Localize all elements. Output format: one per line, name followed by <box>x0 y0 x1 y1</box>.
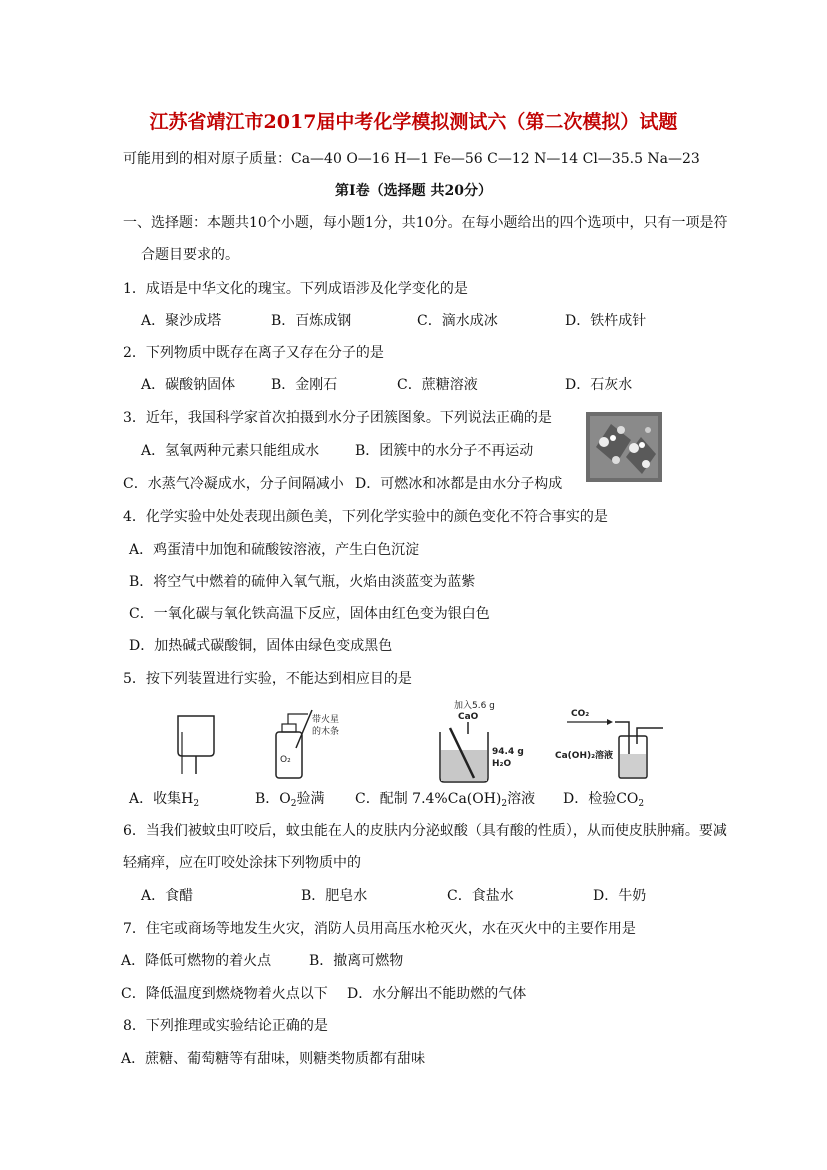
q5-option-d: D．检验$CO_2$ <box>563 791 645 809</box>
fig-b-label1: 带火星 <box>312 715 340 725</box>
q4-option-b: B．将空气中燃着的硫伸入氧气瓶，火焰由淡蓝变为蓝紫 <box>129 574 476 590</box>
q4-option-d: D．加热碱式碳酸铜，固体由绿色变成黑色 <box>129 638 393 654</box>
section-heading: 第Ⅰ卷（选择题 共20分） <box>335 183 492 199</box>
q2-option-b: B．金刚石 <box>271 377 338 393</box>
q6-option-d: D．牛奶 <box>593 888 647 904</box>
fig-c-add-label: 加入5.6 g <box>454 701 495 711</box>
q2-option-c: C．蔗糖溶液 <box>397 377 478 393</box>
fig-d-co2-label: CO₂ <box>571 709 590 719</box>
apparatus-a-figure <box>170 712 222 778</box>
q6-option-c: C．食盐水 <box>447 888 514 904</box>
water-cluster-image <box>586 412 662 482</box>
q3-option-b: B．团簇中的水分子不再运动 <box>355 443 534 459</box>
q6-option-b: B．肥皂水 <box>301 888 368 904</box>
q7-stem: 7．住宅或商场等地发生火灾，消防人员用高压水枪灭火，水在灭火中的主要作用是 <box>123 921 636 937</box>
apparatus-c-figure <box>430 698 530 786</box>
q3-option-c: C．水蒸气冷凝成水，分子间隔减小 <box>123 476 344 492</box>
apparatus-d-figure <box>555 704 675 784</box>
q5-option-b: B．$O_2$验满 <box>255 791 325 809</box>
q7-option-c: C．降低温度到燃烧物着火点以下 <box>121 986 328 1002</box>
instructions-line1: 一、选择题：本题共10个小题，每小题1分，共10分。在每小题给出的四个选项中，只有一项是符 <box>123 215 728 231</box>
fig-b-o2-label: O₂ <box>280 755 291 765</box>
q3-option-d: D．可燃冰和冰都是由水分子构成 <box>355 476 563 492</box>
q3-option-a: A．氢氧两种元素只能组成水 <box>141 443 320 459</box>
q1-option-a: A．聚沙成塔 <box>141 313 222 329</box>
q7-option-a: A．降低可燃物的着火点 <box>121 953 272 969</box>
fig-c-h2o-label: H₂O <box>492 759 512 769</box>
q1-stem: 1．成语是中华文化的瑰宝。下列成语涉及化学变化的是 <box>123 281 468 297</box>
q8-stem: 8．下列推理或实验结论正确的是 <box>123 1018 328 1034</box>
q6-option-a: A．食醋 <box>141 888 194 904</box>
fig-c-cao-label: CaO <box>458 712 479 722</box>
q7-option-b: B．撤离可燃物 <box>309 953 404 969</box>
q5-option-c: C．配制 $7.4\%Ca(OH)_2$溶液 <box>355 791 536 809</box>
atomic-mass-line: 可能用到的相对原子质量：Ca—40 O—16 H—1 Fe—56 C—12 N—14 Cl—35.5 Na—23 <box>123 151 700 167</box>
fig-d-solution-label: Ca(OH)₂溶液 <box>555 751 614 761</box>
instructions-line2: 合题目要求的。 <box>141 247 239 263</box>
page-title: 江苏省靖江市2017届中考化学模拟测试六（第二次模拟）试题 <box>149 111 678 133</box>
q1-option-d: D．铁杵成针 <box>565 313 647 329</box>
q3-stem: 3．近年，我国科学家首次拍摄到水分子团簇图象。下列说法正确的是 <box>123 410 552 426</box>
q1-option-b: B．百炼成钢 <box>271 313 352 329</box>
q2-option-a: A．碳酸钠固体 <box>141 377 236 393</box>
q7-option-d: D．水分解出不能助燃的气体 <box>347 986 527 1002</box>
apparatus-b-figure <box>268 708 352 784</box>
q6-stem-line2: 轻痛痒，应在叮咬处涂抹下列物质中的 <box>123 855 361 871</box>
q4-option-a: A．鸡蛋清中加饱和硫酸铵溶液，产生白色沉淀 <box>129 542 420 558</box>
q6-stem-line1: 6．当我们被蚊虫叮咬后，蚊虫能在人的皮肤内分泌蚁酸（具有酸的性质），从而使皮肤肿痛。要减 <box>123 823 727 839</box>
q5-option-a: A．收集$H_2$ <box>129 791 200 809</box>
fig-c-weight-label: 94.4 g <box>492 747 524 757</box>
q2-stem: 2．下列物质中既存在离子又存在分子的是 <box>123 345 384 361</box>
q2-option-d: D．石灰水 <box>565 377 633 393</box>
fig-b-label2: 的木条 <box>312 727 340 737</box>
q8-option-a: A．蔗糖、葡萄糖等有甜味，则糖类物质都有甜味 <box>121 1051 426 1067</box>
q1-option-c: C．滴水成冰 <box>417 313 498 329</box>
q4-option-c: C．一氧化碳与氧化铁高温下反应，固体由红色变为银白色 <box>129 606 490 622</box>
q5-stem: 5．按下列装置进行实验，不能达到相应目的是 <box>123 671 412 687</box>
q4-stem: 4．化学实验中处处表现出颜色美，下列化学实验中的颜色变化不符合事实的是 <box>123 509 608 525</box>
